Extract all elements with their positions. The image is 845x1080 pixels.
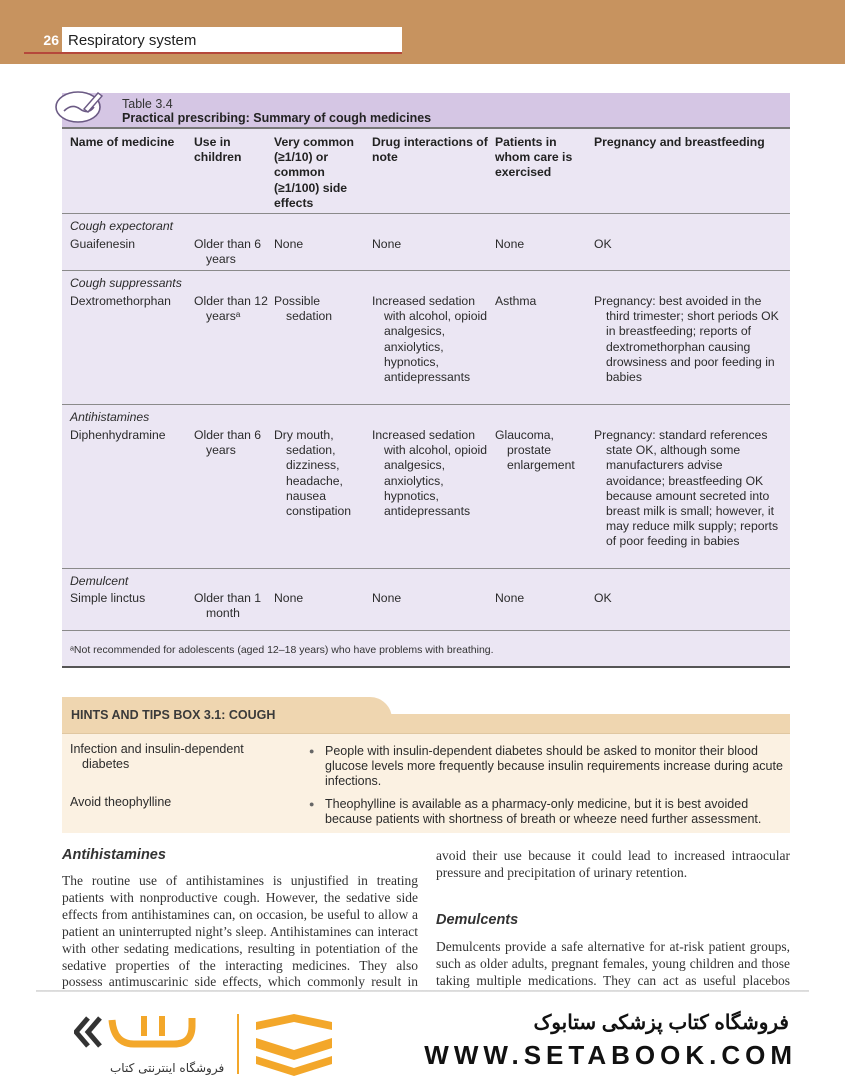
table-header-row <box>62 127 790 213</box>
hints-body <box>62 733 790 833</box>
continued-paragraph: avoid their use because it could lead to increased intraocular pressure and precipitation of urinary retention. <box>436 848 790 880</box>
table-footnote-row <box>62 630 790 666</box>
table-title-bar <box>62 93 790 127</box>
logo-caption: فروشگاه اینترنتی کتاب <box>110 1061 225 1075</box>
medicine-name: Dextromethorphan <box>70 294 171 308</box>
column-header: Drug interactions of note <box>372 135 488 165</box>
table-row <box>62 404 790 568</box>
section-heading-demulcents: Demulcents <box>436 912 519 928</box>
demulcents-paragraph: Demulcents provide a safe alternative for at-risk patient groups, such as older adults, pregnant females, young children and those taking multiple medications. They can act as useful placebos <box>436 939 790 988</box>
use-in-children: Older than 12 yearsᵃ <box>194 294 268 324</box>
page-number: 26 <box>24 27 62 52</box>
hint-topic: Infection and insulin-dependent diabetes <box>70 742 244 771</box>
use-in-children: Older than 6 years <box>194 237 262 267</box>
table-grid <box>62 127 790 668</box>
care-exercised: Asthma <box>495 294 537 308</box>
interactions: Increased sedation with alcohol, opioid analgesics, anxiolytics, hypnotics, antidepressants <box>372 428 487 519</box>
side-effects: None <box>274 591 304 605</box>
use-in-children: Older than 6 years <box>194 428 262 458</box>
store-url: WWW.SETABOOK.COM <box>424 1040 797 1070</box>
column-header: Very common (≥1/10) or common (≥1/100) side effects <box>274 135 354 210</box>
hints-title: HINTS AND TIPS BOX 3.1: COUGH <box>71 708 276 722</box>
pregnancy-breastfeeding: Pregnancy: best avoided in the third trimester; short periods OK in breastfeeding; reports of dextromethorphan causing drowsiness and poor feeding in babies <box>594 294 779 385</box>
table-row <box>62 270 790 404</box>
hint-topic: Avoid theophylline <box>70 795 172 809</box>
care-exercised: None <box>495 591 525 605</box>
group-label: Cough suppressants <box>70 276 182 290</box>
store-name: فروشگاه کتاب پزشکی ستابوک <box>533 1012 789 1034</box>
medicine-name: Guaifenesin <box>70 237 136 251</box>
pregnancy-breastfeeding: OK <box>594 237 612 251</box>
interactions: None <box>372 591 402 605</box>
side-effects: Possible sedation <box>274 294 333 324</box>
hint-text: ● Theophylline is available as a pharmacy-only medicine, but it is best avoided because patients with shortness of breath or wheeze need further assessment. <box>311 797 786 827</box>
group-label: Demulcent <box>70 574 129 588</box>
medicine-name: Simple linctus <box>70 591 146 605</box>
side-effects: None <box>274 237 304 251</box>
hints-and-tips-box <box>62 697 790 833</box>
table-caption: Practical prescribing: Summary of cough medicines <box>122 111 432 125</box>
side-effects: Dry mouth, sedation, dizziness, headache, nausea constipation <box>274 428 352 519</box>
table-number: Table 3.4 <box>122 97 173 111</box>
running-header <box>24 27 402 54</box>
column-header: Name of medicine <box>70 135 175 149</box>
table-footnote: ᵃNot recommended for adolescents (aged 12–18 years) who have problems with breathing. <box>70 644 494 656</box>
antihistamines-paragraph: The routine use of antihistamines is unjustified in treating patients with nonproductive cough. However, the sedative side effects from antihistamines can, on occasion, be useful to allow a patient an uninterrupted night’s sleep. Antihistamines can interact with other sedating medications, resulting in potentiation of the sedative properties of the interacting medicines. They also possess antimuscarinic side effects, which commonly result in <box>62 873 418 990</box>
care-exercised: None <box>495 237 525 251</box>
interactions: None <box>372 237 402 251</box>
table-row <box>62 213 790 270</box>
group-label: Antihistamines <box>70 410 150 424</box>
table-row <box>62 568 790 630</box>
group-label: Cough expectorant <box>70 219 173 233</box>
use-in-children: Older than 1 month <box>194 591 262 621</box>
column-header: Use in children <box>194 135 242 165</box>
setabook-logo <box>74 1010 334 1080</box>
pregnancy-breastfeeding: OK <box>594 591 612 605</box>
pregnancy-breastfeeding: Pregnancy: standard references state OK, although some manufacturers advise avoidance; breastfeeding OK because amount secreted into breast milk is small; however, it may reduce milk supply; reports of poor feeding in babies <box>594 428 779 549</box>
prescription-pen-icon <box>54 87 106 125</box>
column-header: Pregnancy and breastfeeding <box>594 135 765 149</box>
chapter-title: Respiratory system <box>68 32 197 49</box>
medicine-name: Diphenhydramine <box>70 428 166 442</box>
section-heading-antihistamines: Antihistamines <box>62 847 166 863</box>
cough-medicines-table <box>62 93 790 668</box>
hint-text: ● People with insulin-dependent diabetes should be asked to monitor their blood glucose levels more frequently because insulin requirements increase during acute infections. <box>311 744 786 789</box>
interactions: Increased sedation with alcohol, opioid analgesics, anxiolytics, hypnotics, antidepressants <box>372 294 487 385</box>
care-exercised: Glaucoma, prostate enlargement <box>495 428 575 473</box>
column-header: Patients in whom care is exercised <box>495 135 573 180</box>
